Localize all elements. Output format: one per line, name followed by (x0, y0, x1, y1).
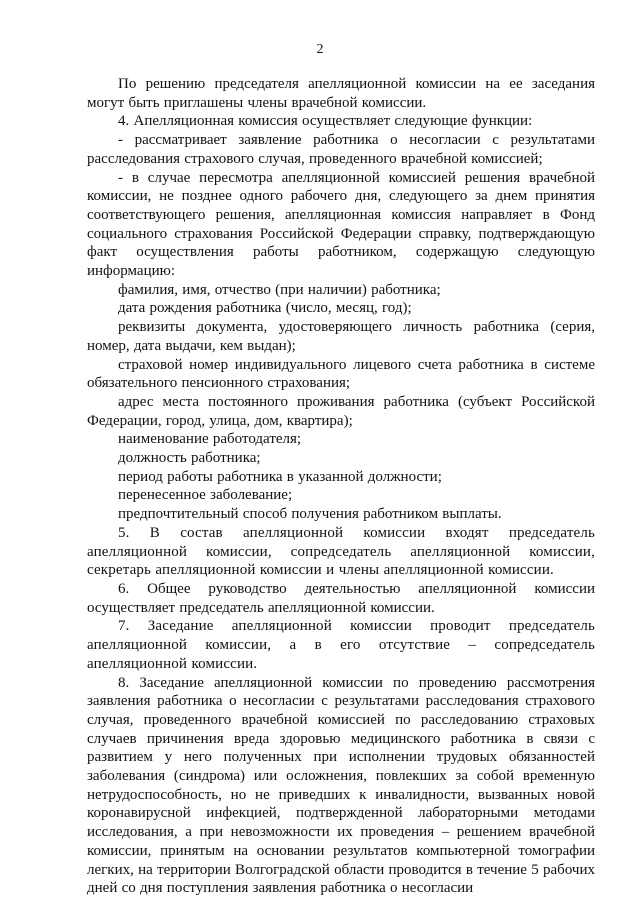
list-item-birth-date: дата рождения работника (число, месяц, год); (118, 300, 412, 317)
list-item-disease: перенесенное заболевание; (118, 487, 293, 504)
paragraph-invited-members: По решению председателя апелляционной комиссии на ее заседания могут быть приглашены члены врачебной комиссии. (87, 76, 595, 111)
list-item-work-period: период работы работника в указанной должности; (118, 468, 442, 485)
paragraph-section-4-heading: 4. Апелляционная комиссия осуществляет следующие функции: (118, 113, 533, 130)
list-item-employer: наименование работодателя; (118, 431, 302, 448)
page-number: 2 (316, 42, 324, 57)
paragraph-function-review: - рассматривает заявление работника о несогласии с результатами расследования страхового случая, проведенного врачебной комиссией; (87, 132, 595, 167)
list-item-payment-method: предпочтительный способ получения работником выплаты. (118, 506, 502, 523)
paragraph-section-5: 5. В состав апелляционной комиссии входят председатель апелляционной комиссии, сопредседатель апелляционной комиссии, секретарь апелляционной комиссии и члены апелляционной комиссии. (87, 524, 595, 579)
document-body (87, 75, 595, 898)
paragraph-section-7: 7. Заседание апелляционной комиссии проводит председатель апелляционной комиссии, а в его отсутствие – сопредседатель апелляционной комиссии. (87, 618, 595, 672)
paragraph-section-8: 8. Заседание апелляционной комиссии по проведению рассмотрения заявления работника о несогласии с результатами расследования страхового случая, проведенного врачебной комиссией по расследованию страховых случаев причинения вреда здоровью медицинского работника в связи с развитием у него полученных при исполнении трудовых обязанностей заболевания (синдрома) или осложнения, повлекших за собой временную нетрудоспособность, но не приведших к инвалидности, вызванных новой коронавирусной инфекцией, подтвержденной лабораторными методами исследования, а при невозможности их проведения – решением врачебной комиссии, принятым на основании результатов компьютерной томографии легких, на территории Волгоградской области проводится в течение 5 рабочих дней со дня поступления заявления работника о несогласии (87, 674, 595, 897)
list-item-full-name: фамилия, имя, отчество (при наличии) работника; (118, 281, 441, 298)
paragraph-section-6: 6. Общее руководство деятельностью апелляционной комиссии осуществляет председатель апелляционной комиссии. (87, 580, 595, 616)
list-item-address: адрес места постоянного проживания работника (субъект Российской Федерации, город, улица, дом, квартира); (87, 393, 595, 429)
list-item-insurance-number: страховой номер индивидуального лицевого счета работника в системе обязательного пенсионного страхования; (87, 356, 595, 392)
paragraph-function-certificate: - в случае пересмотра апелляционной комиссией решения врачебной комиссии, не позднее одного рабочего дня, следующего за днем принятия соответствующего решения, апелляционная комиссия направляет в Фонд социального страхования Российской Федерации справку, подтверждающую факт осуществления работы работником, содержащую следующую информацию: (87, 169, 595, 280)
list-item-position: должность работника; (118, 450, 261, 467)
list-item-identity-document: реквизиты документа, удостоверяющего личность работника (серия, номер, дата выдачи, кем выдан); (87, 319, 595, 354)
